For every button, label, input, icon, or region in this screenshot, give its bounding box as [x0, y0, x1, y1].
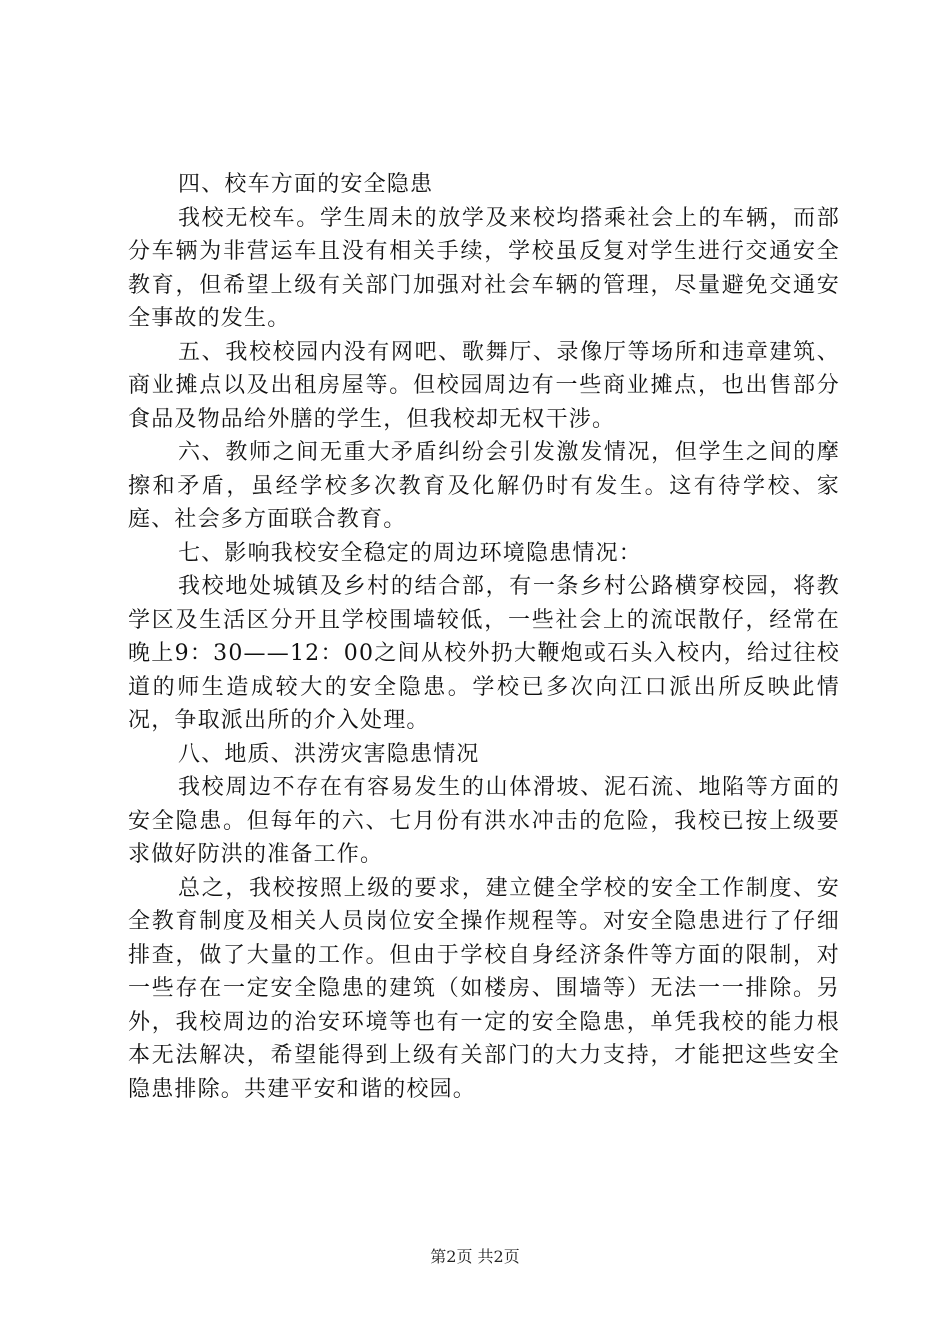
paragraph-conflicts: 六、教师之间无重大矛盾纠纷会引发激发情况，但学生之间的摩擦和矛盾，虽经学校多次教育及化解仍时有发生。这有待学校、家庭、社会多方面联合教育。 — [128, 440, 840, 532]
paragraph-school-bus: 我校无校车。学生周未的放学及来校均搭乘社会上的车辆，而部分车辆为非营运车且没有相关手续，学校虽反复对学生进行交通安全教育，但希望上级有关部门加强对社会车辆的管理，尽量避免交通安全事故的发生。 — [128, 205, 840, 331]
heading-school-bus: 四、校车方面的安全隐患 — [178, 172, 434, 197]
heading-surroundings: 七、影响我校安全稳定的周边环境隐患情况： — [178, 540, 643, 566]
page-number-footer: 第2页 共2页 — [430, 1247, 520, 1266]
paragraph-surroundings: 我校地处城镇及乡村的结合部，有一条乡村公路横穿校园，将教学区及生活区分开且学校围墙较低，一些社会上的流氓散仔，经常在晚上9：30——12：00之间从校外扔大鞭炮或石头入校内，给过往校道的师生造成较大的安全隐患。学校已多次向江口派出所反映此情况，争取派出所的介入处理。 — [128, 574, 840, 733]
document-body — [128, 168, 840, 1106]
paragraph-summary: 总之，我校按照上级的要求，建立健全学校的安全工作制度、安全教育制度及相关人员岗位安全操作规程等。对安全隐患进行了仔细排查，做了大量的工作。但由于学校自身经济条件等方面的限制，对一些存在一定安全隐患的建筑（如楼房、围墙等）无法一一排除。另外，我校周边的治安环境等也有一定的安全隐患，单凭我校的能力根本无法解决，希望能得到上级有关部门的大力支持，才能把这些安全隐患排除。共建平安和谐的校园。 — [128, 875, 840, 1102]
paragraph-campus-venues: 五、我校校园内没有网吧、歌舞厅、录像厅等场所和违章建筑、商业摊点以及出租房屋等。但校园周边有一些商业摊点，也出售部分食品及物品给外膳的学生，但我校却无权干涉。 — [128, 339, 840, 432]
paragraph-geology-flood: 我校周边不存在有容易发生的山体滑坡、泥石流、地陷等方面的安全隐患。但每年的六、七月份有洪水冲击的危险，我校已按上级要求做好防洪的准备工作。 — [128, 775, 840, 867]
heading-geology-flood: 八、地质、洪涝灾害隐患情况 — [178, 741, 480, 767]
